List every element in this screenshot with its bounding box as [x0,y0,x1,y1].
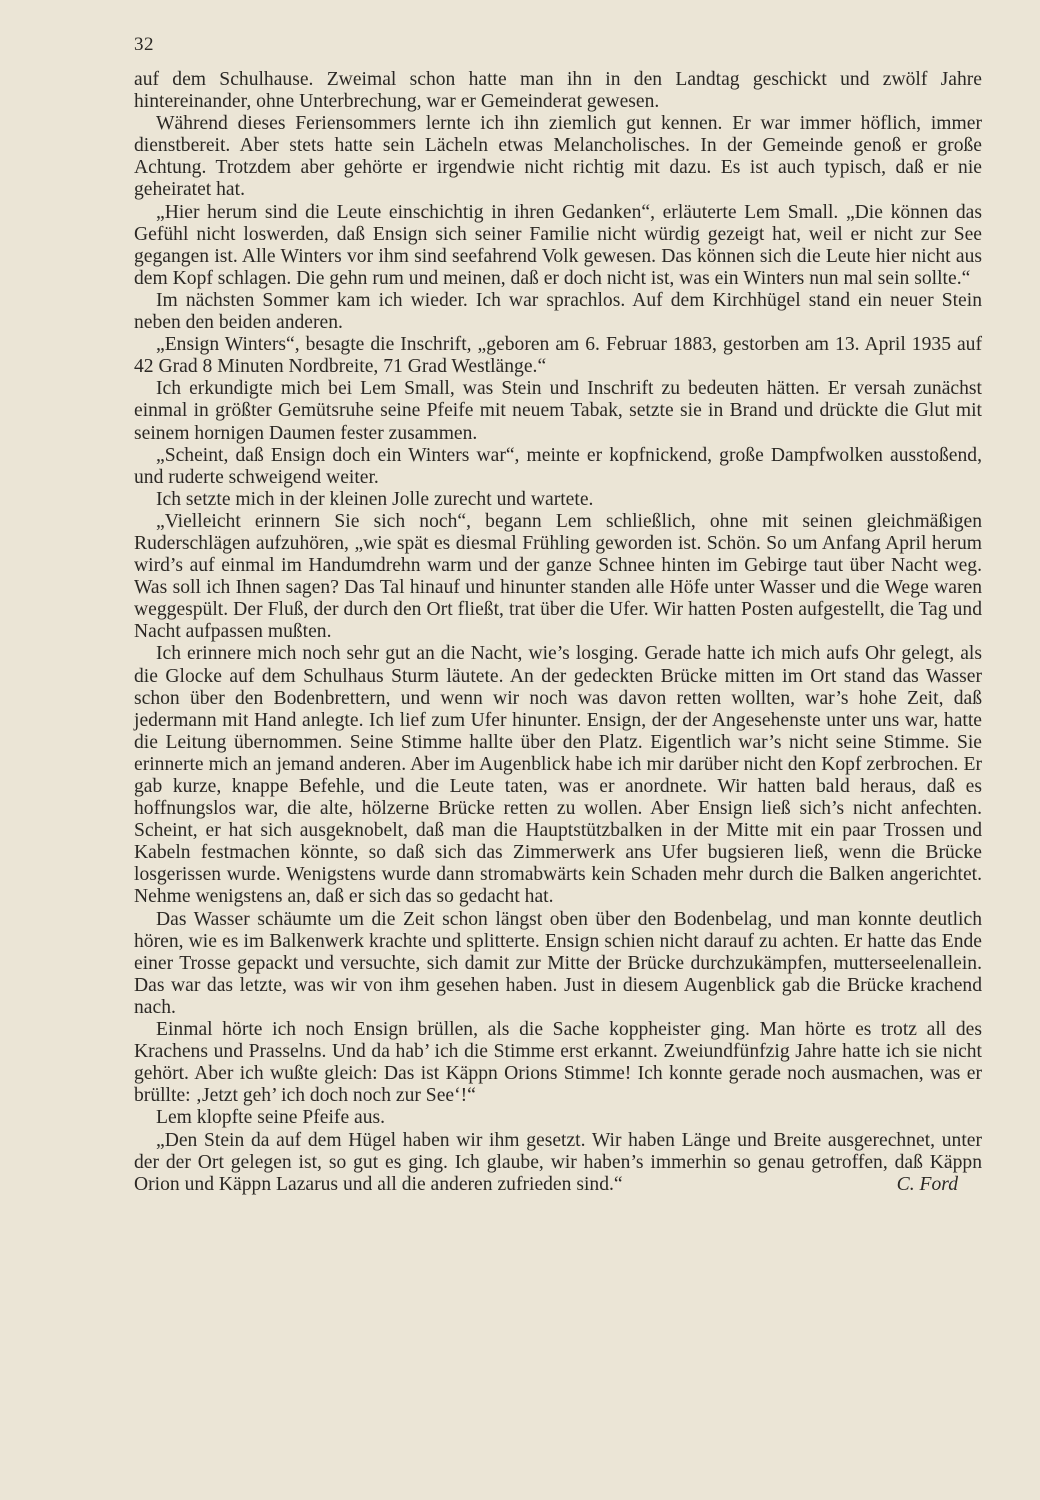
paragraph-3: „Hier herum sind die Leute einschichtig in ihren Gedanken“, erläuterte Lem Small. „Die können das Gefühl nicht loswerden, daß Ensign sich seiner Familie nicht würdig gezeigt hat, weil er nicht zur See gegangen ist. Alle Winters vor ihm sind seefahrend Volk gewesen. Das können sich die Leute hier nicht aus dem Kopf schlagen. Die gehn rum und meinen, daß er doch nicht ist, was ein Winters nun mal sein sollte.“ [134,201,982,289]
paragraph-5: „Ensign Winters“, besagte die Inschrift, „geboren am 6. Februar 1883, gestorben am 13. April 1935 auf 42 Grad 8 Minuten Nordbreite, 71 Grad Westlänge.“ [134,334,982,378]
paragraph-10: Ich erinnere mich noch sehr gut an die Nacht, wie’s losging. Gerade hatte ich mich aufs Ohr gelegt, als die Glocke auf dem Schulhaus Sturm läutete. An der gedeckten Brücke mitten im Ort stand das Wasser schon über den Bodenbrettern, und wenn wir noch was davon retten wollten, war’s hohe Zeit, daß jedermann mit Hand anlegte. Ich lief zum Ufer hinunter. Ensign, der der Angesehenste unter uns war, hatte die Leitung übernommen. Seine Stimme hallte über den Platz. Eigentlich war’s nicht seine Stimme. Sie erinnerte mich an jemand anderen. Aber im Augenblick habe ich mir darüber nicht den Kopf zerbrochen. Er gab kurze, knappe Befehle, und die Leute taten, was er anordnete. Wir hatten bald heraus, daß es hoffnungslos war, die alte, hölzerne Brücke retten zu wollen. Aber Ensign ließ sich’s nicht anfechten. Scheint, er hat sich ausgeknobelt, daß man die Hauptstützbalken in der Mitte mit ein paar Trossen und Kabeln festmachen könnte, so daß sich das Zimmerwerk ans Ufer bugsieren ließ, wenn die Brücke losgerissen wurde. Wenigstens wurde dann stromabwärts kein Schaden mehr durch die Balken angerichtet. Nehme wenigstens an, daß er sich das so gedacht hat. [134,643,982,908]
paragraph-11: Das Wasser schäumte um die Zeit schon längst oben über den Bodenbelag, und man konnte deutlich hören, wie es im Balkenwerk krachte und splitterte. Ensign schien nicht darauf zu achten. Er hatte das Ende einer Trosse gepackt und versuchte, sich damit zur Mitte der Brücke durchzukämpfen, mutterseelenallein. Das war das letzte, was wir von ihm gesehen haben. Just in diesem Augenblick gab die Brücke krachend nach. [134,908,982,1018]
author-signature: C. Ford [896,1173,958,1195]
paragraph-12: Einmal hörte ich noch Ensign brüllen, als die Sache koppheister ging. Man hörte es trotz all des Krachens und Prasselns. Und da hab’ ich die Stimme erst erkannt. Zweiundfünfzig Jahre hatte ich sie nicht gehört. Aber ich wußte gleich: Das ist Käppn Orions Stimme! Ich konnte gerade noch ausmachen, was er brüllte: ‚Jetzt geh’ ich doch noch zur See‘!“ [134,1019,982,1107]
paragraph-1: auf dem Schulhause. Zweimal schon hatte man ihn in den Landtag geschickt und zwölf Jahre hintereinander, ohne Unterbrechung, war er Gemeinderat gewesen. [134,69,982,113]
page-number: 32 [134,34,154,55]
paragraph-6: Ich erkundigte mich bei Lem Small, was Stein und Inschrift zu bedeuten hätten. Er versah zunächst einmal in größter Gemütsruhe seine Pfeife mit neuem Tabak, setzte sie in Brand und drückte die Glut mit seinem hornigen Daumen fester zusammen. [134,378,982,444]
paragraph-13: Lem klopfte seine Pfeife aus. [156,1107,386,1129]
paragraph-4: Im nächsten Sommer kam ich wieder. Ich war sprachlos. Auf dem Kirchhügel stand ein neuer Stein neben den beiden anderen. [134,289,982,334]
paragraph-14 [134,1130,982,1196]
paragraph-7: „Scheint, daß Ensign doch ein Winters war“, meinte er kopfnickend, große Dampfwolken ausstoßend, und ruderte schweigend weiter. [134,444,982,488]
paragraph-2: Während dieses Feriensommers lernte ich ihn ziemlich gut kennen. Er war immer höflich, immer dienstbereit. Aber stets hatte sein Lächeln etwas Melancholisches. In der Gemeinde genoß er große Achtung. Trotzdem aber gehörte er irgendwie nicht richtig mit dazu. Es ist auch typisch, daß er nie geheiratet hat. [134,113,982,201]
paragraph-8: Ich setzte mich in der kleinen Jolle zurecht und wartete. [156,488,594,510]
paragraph-14-text: „Den Stein da auf dem Hügel haben wir ihm gesetzt. Wir haben Länge und Breite ausgerechnet, unter der der Ort gelegen ist, so gut es ging. Ich glaube, wir haben’s immerhin so genau getroffen, daß Käppn Orion und Käppn Lazarus und all die anderen zufrieden sind.“ [134,1129,982,1195]
paragraph-9: „Vielleicht erinnern Sie sich noch“, begann Lem schließlich, ohne mit seinen gleichmäßigen Ruderschlägen aufzuhören, „wie spät es diesmal Frühling geworden ist. Schön. So um Anfang April herum wird’s auf einmal im Handumdrehn warm und der ganze Schnee hinten im Gebirge taut über Nacht weg. Was soll ich Ihnen sagen? Das Tal hinauf und hinunter standen alle Höfe unter Wasser und die Wege waren weggespült. Der Fluß, der durch den Ort fließt, trat über die Ufer. Wir hatten Posten aufgestellt, die Tag und Nacht aufpassen mußten. [134,510,982,643]
story-text [134,69,982,1196]
